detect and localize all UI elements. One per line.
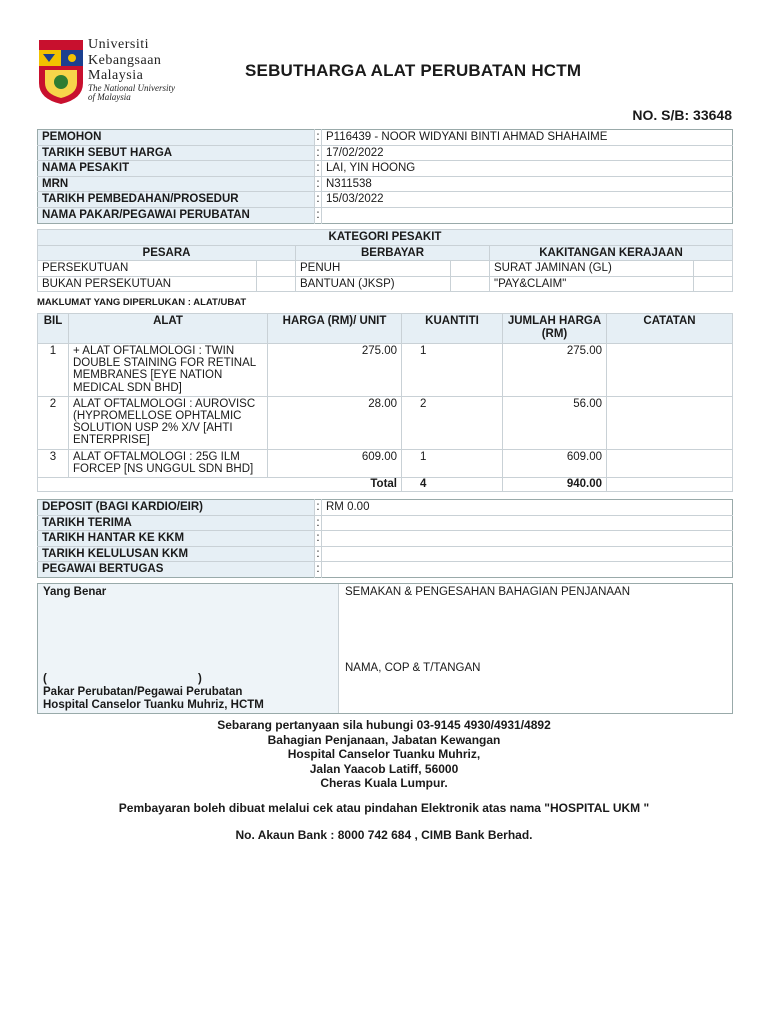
total-amount: 940.00 — [503, 478, 607, 492]
nama-cop-label: NAMA, COP & T/TANGAN — [345, 662, 481, 674]
items-header-harga: HARGA (RM)/ UNIT — [268, 314, 402, 344]
category-option: SURAT JAMINAN (GL) — [490, 261, 694, 277]
signature-role-line1: Pakar Perubatan/Pegawai Perubatan — [43, 686, 243, 698]
total-catatan — [607, 478, 733, 492]
university-tagline-line2: of Malaysia — [88, 92, 131, 102]
deposit-value — [322, 531, 733, 547]
item-bil: 2 — [38, 396, 69, 449]
deposit-label: DEPOSIT (BAGI KARDIO/EIR) — [38, 500, 315, 516]
category-option: "PAY&CLAIM" — [490, 276, 694, 292]
item-alat: ALAT OFTALMOLOGI : AUROVISC (HYPROMELLOSE OPHTALMIC SOLUTION USP 2% X/V [AHTI ENTERPRISE] — [69, 396, 268, 449]
item-catatan — [607, 449, 733, 477]
patient-category-table — [37, 229, 733, 292]
document-title: SEBUTHARGA ALAT PERUBATAN HCTM — [245, 61, 582, 80]
contact-line: Jalan Yaacob Latiff, 56000 — [309, 761, 459, 776]
deposit-value — [322, 515, 733, 531]
item-kuantiti: 1 — [402, 449, 503, 477]
item-harga: 609.00 — [268, 449, 402, 477]
colon: : — [315, 500, 322, 516]
contact-block — [0, 718, 768, 791]
item-alat: ALAT OFTALMOLOGI : 25G ILM FORCEP [NS UNGGUL SDN BHD] — [69, 449, 268, 477]
item-bil: 3 — [38, 449, 69, 477]
item-jumlah: 56.00 — [503, 396, 607, 449]
colon: : — [315, 176, 322, 192]
deposit-row — [38, 500, 733, 516]
deposit-row — [38, 531, 733, 547]
colon: : — [315, 546, 322, 562]
colon: : — [315, 207, 322, 223]
contact-line: Cheras Kuala Lumpur. — [320, 776, 448, 791]
colon: : — [315, 531, 322, 547]
category-option: BUKAN PERSEKUTUAN — [38, 276, 257, 292]
table-row — [38, 449, 733, 477]
contact-line: Bahagian Penjanaan, Jabatan Kewangan — [267, 732, 501, 747]
signature-right-panel — [339, 584, 732, 713]
info-row — [38, 130, 733, 146]
deposit-value — [322, 562, 733, 578]
item-alat: + ALAT OFTALMOLOGI : TWIN DOUBLE STAINING FOR RETINAL MEMBRANES [EYE NATION MEDICAL SDN BHD] — [69, 344, 268, 397]
category-header: BERBAYAR — [296, 245, 490, 261]
deposit-label: TARIKH TERIMA — [38, 515, 315, 531]
category-header: KAKITANGAN KERAJAAN — [490, 245, 733, 261]
info-label: TARIKH PEMBEDAHAN/PROSEDUR — [38, 192, 315, 208]
items-table — [37, 313, 733, 492]
contact-line: Hospital Canselor Tuanku Muhriz, — [287, 747, 481, 762]
colon: : — [315, 515, 322, 531]
info-value: 17/02/2022 — [322, 145, 733, 161]
item-jumlah: 275.00 — [503, 344, 607, 397]
category-checkbox[interactable] — [450, 261, 489, 277]
deposit-label: TARIKH HANTAR KE KKM — [38, 531, 315, 547]
category-checkbox[interactable] — [694, 276, 733, 292]
info-label: NAMA PAKAR/PEGAWAI PERUBATAN — [38, 207, 315, 223]
info-value: N311538 — [322, 176, 733, 192]
category-option: BANTUAN (JKSP) — [296, 276, 451, 292]
signature-paren-close: ) — [198, 673, 202, 685]
university-name — [88, 37, 175, 103]
item-harga: 275.00 — [268, 344, 402, 397]
ukm-crest-icon — [37, 37, 85, 105]
items-header-alat: ALAT — [69, 314, 268, 344]
category-option: PERSEKUTUAN — [38, 261, 257, 277]
signature-box — [37, 583, 733, 714]
category-checkbox[interactable] — [257, 276, 296, 292]
applicant-info-table — [37, 129, 733, 224]
category-row — [38, 276, 733, 292]
items-section-label: MAKLUMAT YANG DIPERLUKAN : ALAT/UBAT — [37, 297, 247, 308]
item-harga: 28.00 — [268, 396, 402, 449]
items-header-catatan: CATATAN — [607, 314, 733, 344]
item-kuantiti: 2 — [402, 396, 503, 449]
item-jumlah: 609.00 — [503, 449, 607, 477]
deposit-row — [38, 562, 733, 578]
signature-role-line2: Hospital Canselor Tuanku Muhriz, HCTM — [43, 698, 264, 711]
items-header-bil: BIL — [38, 314, 69, 344]
info-label: NAMA PESAKIT — [38, 161, 315, 177]
yang-benar-label: Yang Benar — [43, 586, 107, 598]
category-checkbox[interactable] — [257, 261, 296, 277]
colon: : — [315, 145, 322, 161]
info-row — [38, 161, 733, 177]
contact-line: Sebarang pertanyaan sila hubungi 03-9145 4930/4931/4892 — [217, 718, 551, 732]
info-label: TARIKH SEBUT HARGA — [38, 145, 315, 161]
category-checkbox[interactable] — [694, 261, 733, 277]
info-value: LAI, YIN HOONG — [322, 161, 733, 177]
info-value: 15/03/2022 — [322, 192, 733, 208]
total-quantity: 4 — [402, 478, 503, 492]
colon: : — [315, 130, 322, 146]
deposit-label: PEGAWAI BERTUGAS — [38, 562, 315, 578]
info-row — [38, 207, 733, 223]
items-header-kuantiti: KUANTITI — [402, 314, 503, 344]
semakan-label: SEMAKAN & PENGESAHAN BAHAGIAN PENJANAAN — [345, 586, 631, 598]
total-row — [38, 478, 733, 492]
deposit-value: RM 0.00 — [322, 500, 733, 516]
deposit-table — [37, 499, 733, 578]
item-catatan — [607, 396, 733, 449]
signature-paren-open: ( — [43, 673, 47, 685]
payment-note: Pembayaran boleh dibuat melalui cek atau pindahan Elektronik atas nama "HOSPITAL UKM " — [118, 801, 650, 815]
bank-account: No. Akaun Bank : 8000 742 684 , CIMB Bank Berhad. — [235, 828, 533, 842]
item-kuantiti: 1 — [402, 344, 503, 397]
colon: : — [315, 192, 322, 208]
info-row — [38, 176, 733, 192]
table-row — [38, 344, 733, 397]
university-name-line3: Malaysia — [88, 68, 144, 83]
signature-left-panel — [38, 584, 339, 713]
category-title: KATEGORI PESAKIT — [38, 230, 733, 246]
info-label: PEMOHON — [38, 130, 315, 146]
category-header: PESARA — [38, 245, 296, 261]
item-bil: 1 — [38, 344, 69, 397]
info-row — [38, 192, 733, 208]
colon: : — [315, 562, 322, 578]
item-catatan — [607, 344, 733, 397]
table-row — [38, 396, 733, 449]
university-name-line2: Kebangsaan — [88, 52, 162, 68]
info-value — [322, 207, 733, 223]
deposit-value — [322, 546, 733, 562]
document-number: NO. S/B: 33648 — [632, 107, 732, 123]
deposit-label: TARIKH KELULUSAN KKM — [38, 546, 315, 562]
category-option: PENUH — [296, 261, 451, 277]
info-label: MRN — [38, 176, 315, 192]
info-value: P116439 - NOOR WIDYANI BINTI AHMAD SHAHAIME — [322, 130, 733, 146]
colon: : — [315, 161, 322, 177]
deposit-row — [38, 546, 733, 562]
items-header-jumlah: JUMLAH HARGA (RM) — [503, 314, 607, 344]
university-tagline-line1: The National University — [88, 82, 175, 93]
total-label: Total — [38, 478, 402, 492]
deposit-row — [38, 515, 733, 531]
category-checkbox[interactable] — [450, 276, 489, 292]
info-row — [38, 145, 733, 161]
university-name-line1: Universiti — [88, 37, 149, 52]
category-row — [38, 261, 733, 277]
signature-role — [43, 686, 264, 711]
